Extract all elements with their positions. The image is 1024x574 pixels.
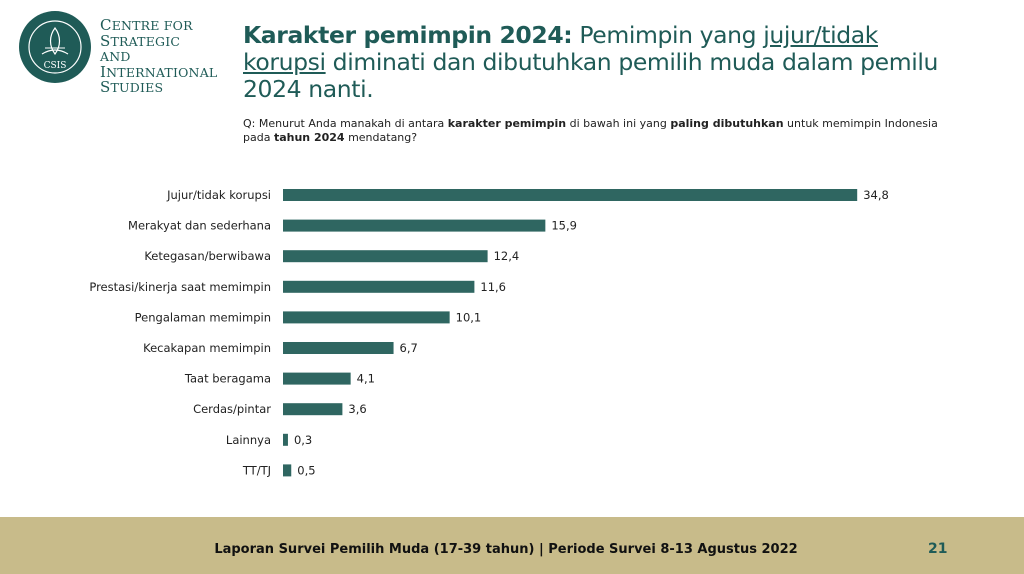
question-emphasis: tahun 2024 [273,131,345,144]
category-label: Pengalaman memimpin [134,310,271,325]
title-text-rest: diminati dan dibutuhkan pemilih muda dalam pemilu 2024 nanti. [243,48,938,103]
category-label: TT/TJ [242,463,271,478]
value-label: 0,3 [293,432,313,447]
bar [283,189,857,201]
question-emphasis: paling dibutuhkan [670,117,784,130]
org-name-line: STUDIES [100,78,164,96]
category-label: Jujur/tidak korupsi [167,188,271,202]
footer-text: Laporan Survei Pemilih Muda (17-39 tahun) | Periode Survei 8-13 Agustus 2022 [214,542,798,557]
bar [283,250,488,262]
value-label: 11,6 [480,279,507,294]
org-name-line: STRATEGIC AND [100,31,181,64]
question-emphasis: karakter pemimpin [447,117,567,130]
bar [283,281,474,293]
value-label: 4,1 [356,371,375,386]
bar [283,464,291,476]
bar [283,434,288,446]
question-text: di bawah ini yang [566,117,671,130]
category-label: Merakyat dan sederhana [128,218,271,233]
bar [283,220,545,232]
question-text: Q: Menurut Anda manakah di antara [243,117,448,130]
category-label: Prestasi/kinerja saat memimpin [89,279,271,294]
bar [283,373,351,385]
bar [283,311,450,323]
category-label: Taat beragama [184,371,271,386]
category-label: Kecakapan memimpin [143,341,271,355]
value-label: 34,8 [863,188,889,202]
value-label: 0,5 [297,463,316,478]
category-label: Lainnya [225,432,271,447]
title-underlined: jujur/tidak korupsi [243,21,878,76]
value-label: 15,9 [551,218,577,233]
org-name-line: CENTRE FOR [100,16,193,34]
value-label: 3,6 [348,402,367,417]
seal-label: CSIS [43,61,67,71]
page-number: 21 [928,541,948,557]
title-text: Pemimpin yang [572,21,764,49]
value-label: 12,4 [493,249,520,264]
question-text: untuk memimpin Indonesia pada [243,117,938,144]
value-label: 10,1 [455,310,482,325]
value-label: 6,7 [399,341,418,355]
category-label: Cerdas/pintar [193,402,271,417]
title-bold: Karakter pemimpin 2024: [243,21,573,49]
category-label: Ketegasan/berwibawa [144,249,271,264]
org-name-line: INTERNATIONAL [100,62,218,81]
bar [283,342,394,354]
bar [283,403,342,415]
question-text: mendatang? [344,131,418,144]
